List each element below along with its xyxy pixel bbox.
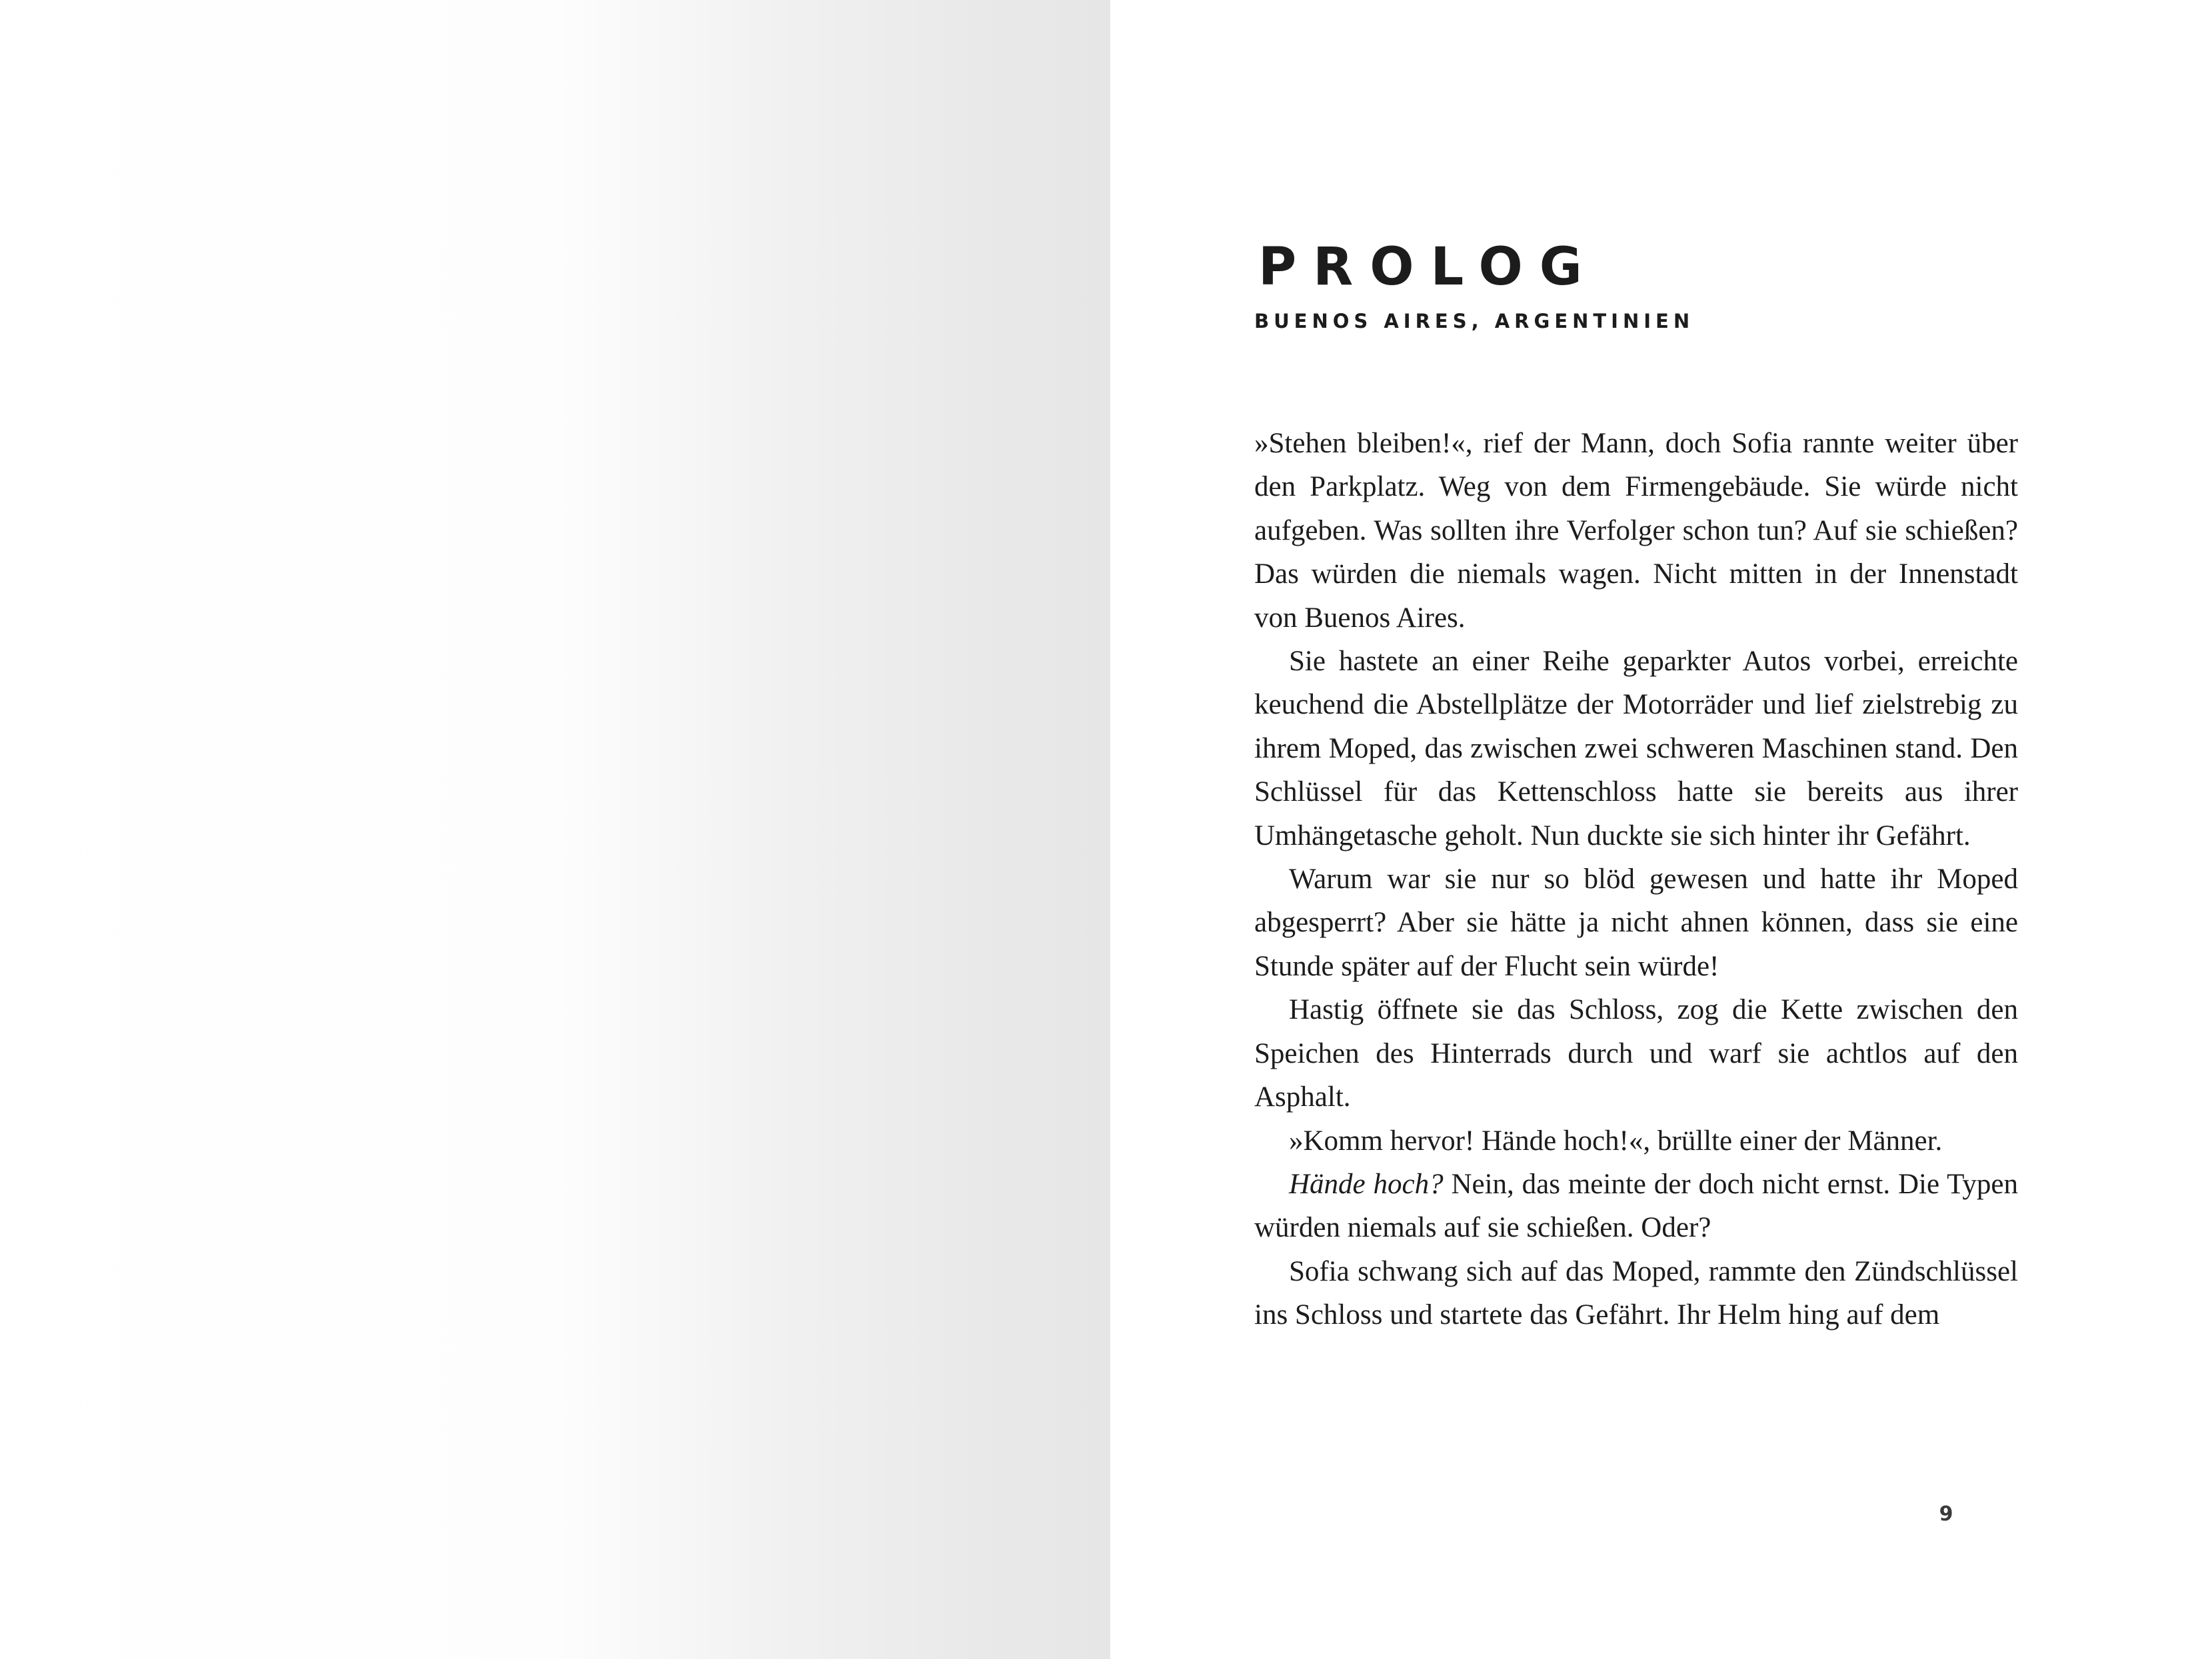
italic-phrase: Hände hoch? xyxy=(1289,1168,1444,1200)
page-content xyxy=(1254,227,2018,1337)
paragraph-1: »Stehen bleiben!«, rief der Mann, doch Sofia rannte weiter über den Parkplatz. Weg von dem Firmengebäude. Sie würde nicht aufgeben. Was sollten ihre Verfolger schon tun? Auf sie schießen? Das würden die niemals wagen. Nicht mitten in der Innenstadt von Buenos Aires. xyxy=(1254,428,2018,634)
paragraph-5: »Komm hervor! Hände hoch!«, brüllte einer der Männer. xyxy=(1289,1125,1943,1157)
paragraph-4: Hastig öffnete sie das Schloss, zog die Kette zwischen den Speichen des Hinterrads durch und warf sie achtlos auf den Asphalt. xyxy=(1254,994,2018,1113)
paragraph-7: Sofia schwang sich auf das Moped, rammte den Zündschlüssel ins Schloss und startete das Gefährt. Ihr Helm hing auf dem xyxy=(1254,1255,2018,1331)
paragraph-6 xyxy=(1254,1163,2018,1250)
paragraph-6-rest: Nein, das meinte der doch nicht ernst. Die Typen würden niemals auf sie schießen. Oder? xyxy=(1254,1168,2018,1244)
paragraph-2: Sie hastete an einer Reihe geparkter Autos vorbei, erreichte keuchend die Abstellplätze der Motorräder und lief zielstrebig zu ihrem Moped, das zwischen zwei schweren Maschinen stand. Den Schlüssel für das Kettenschloss hatte sie bereits aus ihrer Umhängetasche geholt. Nun duckte sie sich hinter ihr Gefährt. xyxy=(1254,646,2018,851)
page-number: 9 xyxy=(1939,1502,1953,1526)
body-text xyxy=(1254,422,2018,1337)
right-page xyxy=(1110,0,2212,1659)
chapter-title: PROLOG xyxy=(1258,237,1599,297)
chapter-subtitle: BUENOS AIRES, ARGENTINIEN xyxy=(1254,310,1695,332)
paragraph-3: Warum war sie nur so blöd gewesen und hatte ihr Moped abgesperrt? Aber sie hätte ja nicht ahnen können, dass sie eine Stunde später auf der Flucht sein würde! xyxy=(1254,863,2018,982)
